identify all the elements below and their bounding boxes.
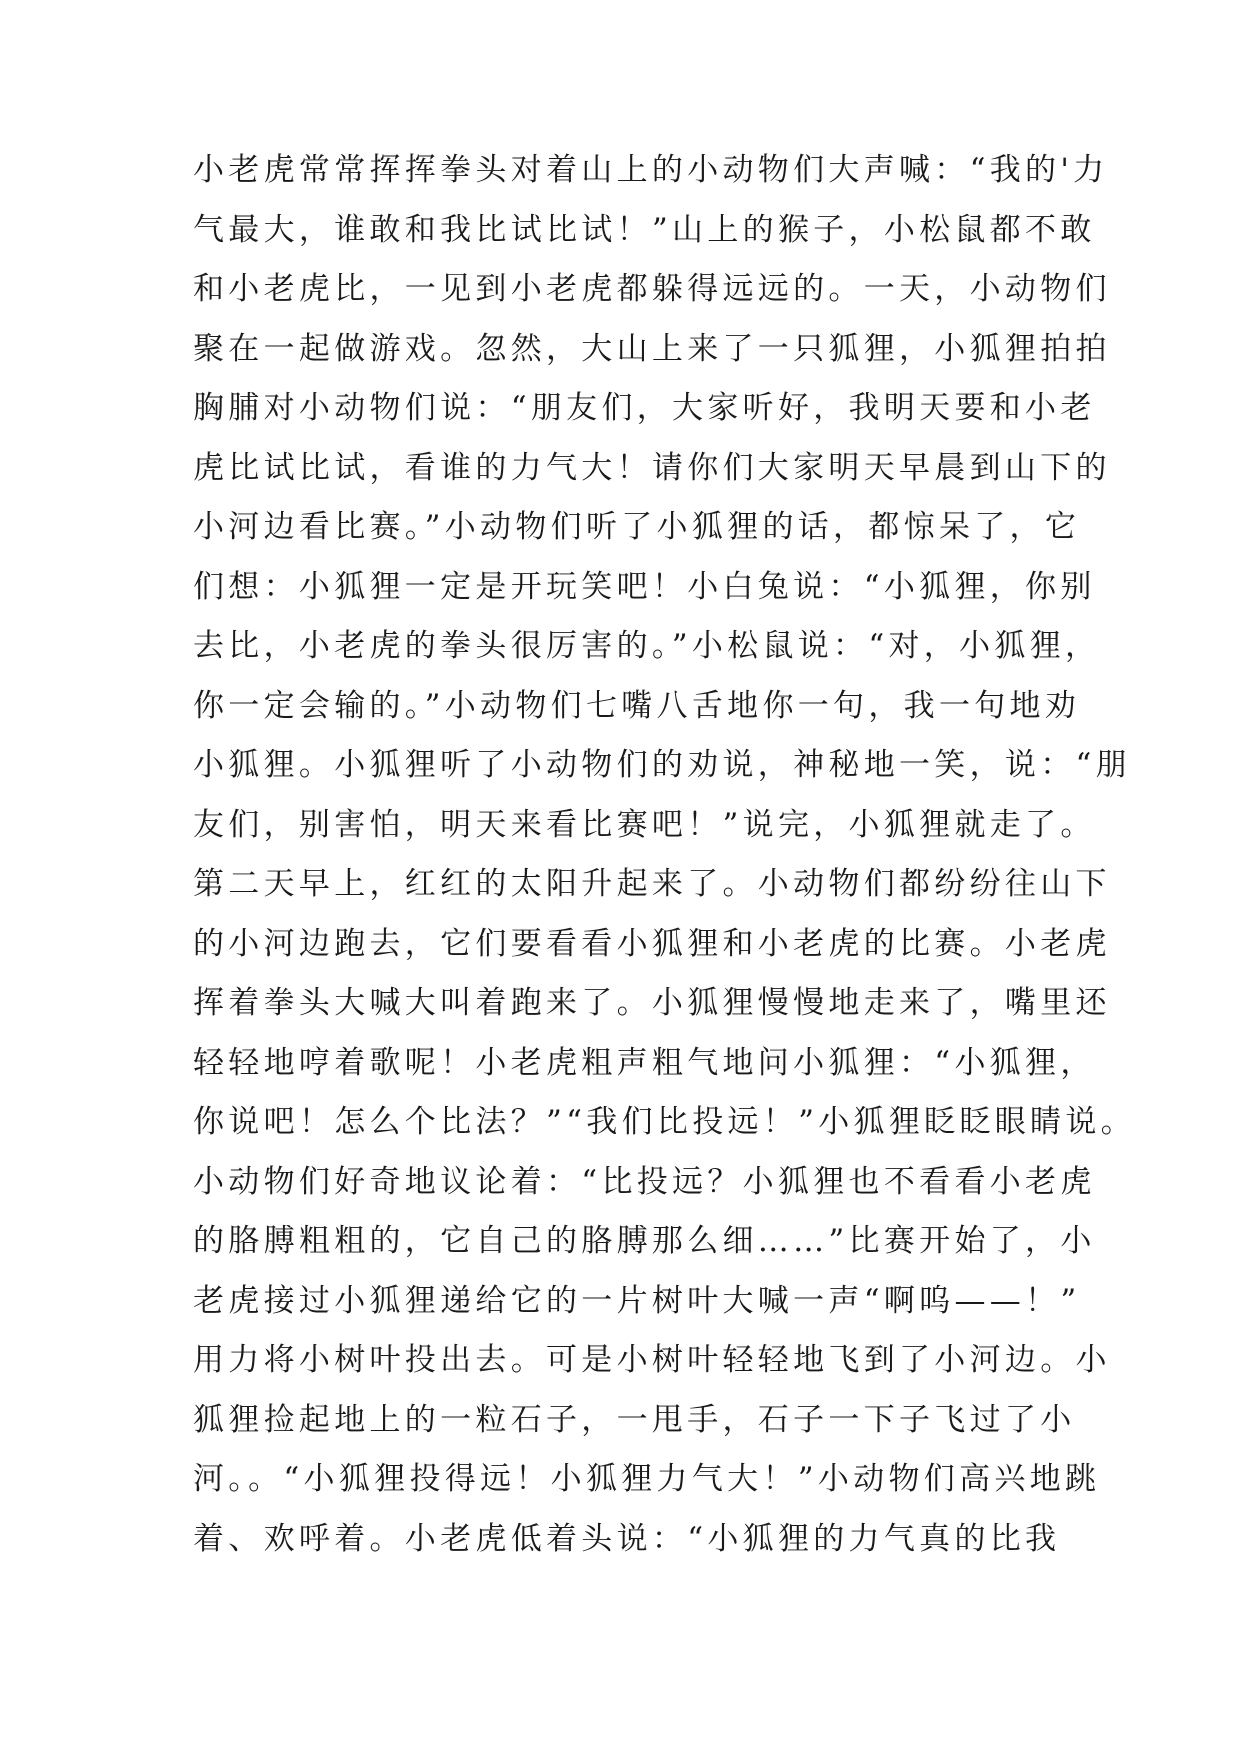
text-line: 们想：小狐狸一定是开玩笑吧！小白兔说：“小狐狸，你别 xyxy=(193,568,1096,605)
text-line: 你说吧！怎么个比法？”“我们比投远！”小狐狸眨眨眼睛说。 xyxy=(193,1104,1136,1140)
text-line: 狐狸捡起地上的一粒石子，一甩手，石子一下子飞过了小 xyxy=(193,1401,1076,1438)
text-line: 你一定会输的。”小动物们七嘴八舌地你一句，我一句地劝 xyxy=(193,687,1081,724)
text-line: 老虎接过小狐狸递给它的一片树叶大喊一声“啊呜——！” xyxy=(193,1282,1081,1319)
text-line: 小狐狸。小狐狸听了小动物们的劝说，神秘地一笑，说：“朋 xyxy=(193,747,1131,783)
text-line: 河。。“小狐狸投得远！小狐狸力气大！”小动物们高兴地跳 xyxy=(193,1461,1101,1497)
text-line: 用力将小树叶投出去。可是小树叶轻轻地飞到了小河边。小 xyxy=(193,1342,1111,1378)
text-line: 第二天早上，红红的太阳升起来了。小动物们都纷纷往山下 xyxy=(193,866,1111,902)
text-line: 胸脯对小动物们说：“朋友们，大家听好，我明天要和小老 xyxy=(193,390,1096,426)
text-line: 的胳膊粗粗的，它自己的胳膊那么细……”比赛开始了，小 xyxy=(193,1223,1096,1259)
text-line: 气最大，谁敢和我比试比试！”山上的猴子，小松鼠都不敢 xyxy=(193,211,1096,248)
text-line: 虎比试比试，看谁的力气大！请你们大家明天早晨到山下的 xyxy=(193,449,1111,486)
text-line: 友们，别害怕，明天来看比赛吧！”说完，小狐狸就走了。 xyxy=(193,806,1096,843)
text-line: 着、欢呼着。小老虎低着头说：“小狐狸的力气真的比我 xyxy=(193,1520,1061,1557)
text-line: 轻轻地哼着歌呢！小老虎粗声粗气地问小狐狸：“小狐狸， xyxy=(193,1044,1096,1081)
text-line: 去比，小老虎的拳头很厉害的。”小松鼠说：“对，小狐狸， xyxy=(193,628,1101,664)
story-text xyxy=(193,141,1136,1569)
text-line: 聚在一起做游戏。忽然，大山上来了一只狐狸，小狐狸拍拍 xyxy=(193,330,1111,367)
text-line: 小老虎常常挥挥拳头对着山上的小动物们大声喊：“我的'力 xyxy=(193,152,1109,188)
text-line: 小河边看比赛。”小动物们听了小狐狸的话，都惊呆了，它 xyxy=(193,509,1081,545)
text-line: 的小河边跑去，它们要看看小狐狸和小老虎的比赛。小老虎 xyxy=(193,925,1111,962)
text-line: 小动物们好奇地议论着：“比投远？小狐狸也不看看小老虎 xyxy=(193,1163,1096,1200)
text-line: 和小老虎比，一见到小老虎都躲得远远的。一天，小动物们 xyxy=(193,271,1111,307)
text-line: 挥着拳头大喊大叫着跑来了。小狐狸慢慢地走来了，嘴里还 xyxy=(193,985,1111,1021)
